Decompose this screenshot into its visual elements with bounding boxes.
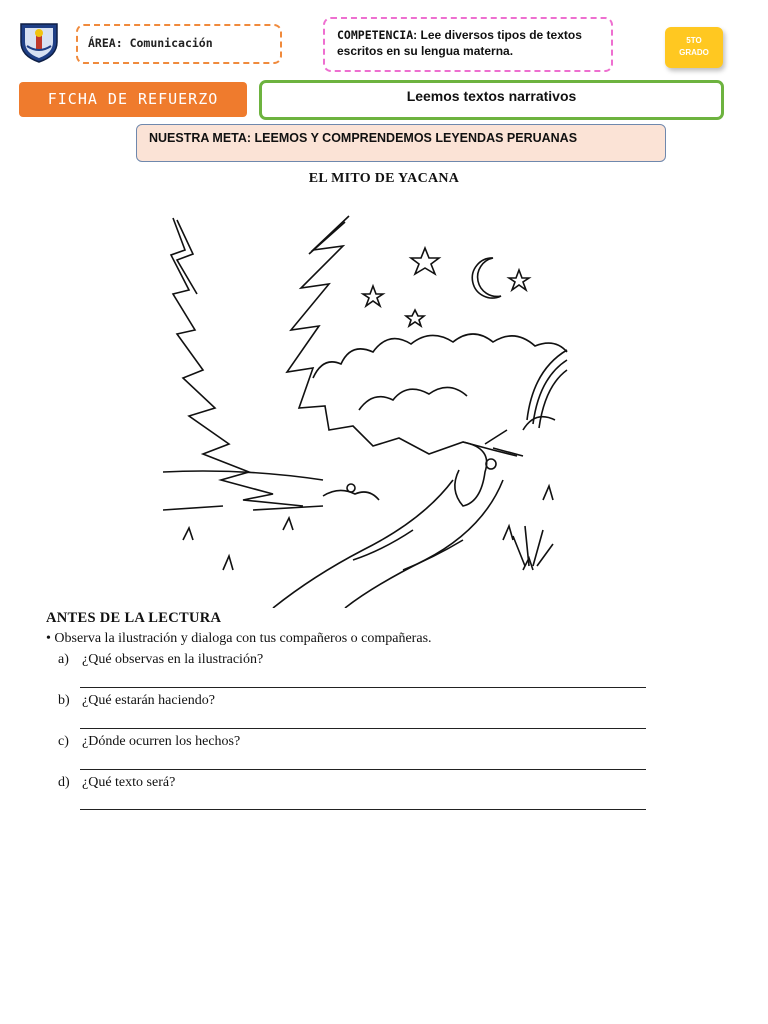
question-letter: d) — [58, 775, 70, 790]
question-letter: c) — [58, 734, 69, 749]
grade-number: 5TO — [686, 36, 702, 45]
answer-line-c[interactable] — [80, 769, 646, 770]
bullet-mark: • — [46, 631, 51, 646]
area-value: Comunicación — [129, 36, 213, 50]
question-b — [58, 693, 215, 709]
instruction-text: Observa la ilustración y dialoga con tus compañeros o compañeras. — [54, 631, 432, 646]
question-letter: b) — [58, 693, 70, 708]
question-text: ¿Qué observas en la ilustración? — [82, 652, 264, 667]
page-title: EL MITO DE YACANA — [308, 171, 460, 186]
instruction — [46, 631, 432, 647]
question-c — [58, 734, 240, 750]
meta-box: NUESTRA META: LEEMOS Y COMPRENDEMOS LEYENDAS PERUANAS — [136, 124, 666, 162]
grade-badge — [665, 27, 723, 68]
competencia-text: : Lee diversos tipos de textos escritos en su lengua materna. — [337, 28, 582, 58]
school-shield-logo — [17, 20, 61, 64]
topic-box: Leemos textos narrativos — [259, 80, 724, 120]
answer-line-d[interactable] — [80, 809, 646, 810]
competencia-label: COMPETENCIA — [337, 28, 414, 42]
competencia-box — [323, 17, 613, 72]
question-text: ¿Qué texto será? — [82, 775, 176, 790]
grade-word: GRADO — [679, 48, 709, 57]
illustration-yacana — [163, 210, 569, 608]
question-text: ¿Dónde ocurren los hechos? — [82, 734, 241, 749]
answer-line-a[interactable] — [80, 687, 646, 688]
question-text: ¿Qué estarán haciendo? — [82, 693, 215, 708]
question-a — [58, 652, 263, 668]
section-title: ANTES DE LA LECTURA — [46, 610, 222, 626]
ficha-banner: FICHA DE REFUERZO — [19, 82, 247, 117]
answer-line-b[interactable] — [80, 728, 646, 729]
question-d — [58, 775, 175, 791]
question-letter: a) — [58, 652, 69, 667]
area-label: ÁREA: Comunicación — [88, 36, 213, 50]
